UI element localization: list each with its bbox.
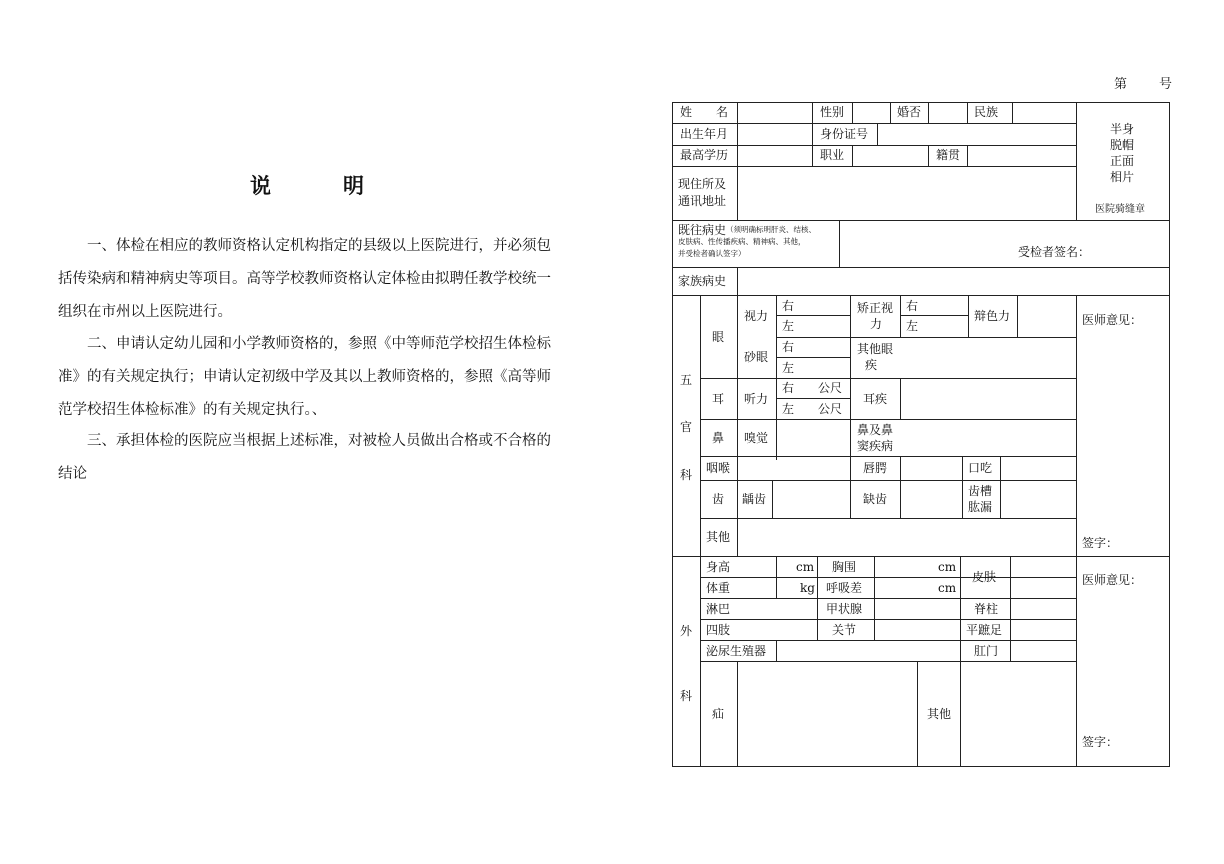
label-spine: 脊柱 [974, 602, 999, 616]
trachoma-left: 左 [782, 361, 795, 375]
label-eye: 眼 [712, 330, 725, 344]
vision-left: 左 [782, 319, 795, 333]
title-char-1: 说 [250, 173, 271, 198]
label-corrected-2: 力 [870, 317, 883, 331]
label-trachoma: 砂眼 [744, 350, 769, 364]
label-ethnicity: 民族 [974, 105, 999, 119]
history-note-3: 并受检者确认签字） [678, 249, 746, 258]
label-address-2: 通讯地址 [678, 194, 727, 208]
photo-text-2: 脱帽 [1110, 138, 1135, 152]
hearing-left-meter: 公尺 [818, 402, 843, 416]
label-other-eye-1: 其他眼 [857, 342, 894, 356]
instruction-paragraph-1: 一、体检在相应的教师资格认定机构指定的县级以上医院进行，并必须包括传染病和精神病史等项目。高等学校教师资格认定体检由拟聘任教学校统一组织在市州以上医院进行。 [58, 238, 551, 320]
label-education: 最高学历 [680, 148, 729, 162]
label-stutter: 口吃 [968, 461, 993, 475]
weight-unit: kg [800, 581, 815, 595]
vision-right: 右 [782, 299, 795, 313]
doctor-opinion-wuguan: 医师意见： [1082, 313, 1143, 327]
corrected-left: 左 [906, 319, 919, 333]
instruction-paragraph-2: 二、申请认定幼儿园和小学教师资格的，参照《中等师范学校招生体检标准》的有关规定执行；申请认定初级中学及其以上教师资格的，参照《高等师范学校招生体检标准》的有关规定执行。、 [58, 336, 551, 418]
label-weight: 体重 [706, 581, 731, 595]
wuguan-char-3: 科 [679, 468, 692, 482]
examinee-signature-label: 受检者签名： [1018, 245, 1091, 259]
title-char-2: 明 [343, 173, 364, 198]
label-caries: 龋齿 [742, 492, 767, 506]
label-joints: 关节 [832, 623, 857, 637]
label-thyroid: 甲状腺 [826, 602, 863, 616]
signature-waike: 签字： [1082, 735, 1119, 749]
photo-text-1: 半身 [1110, 122, 1135, 136]
wuguan-char-1: 五 [679, 373, 692, 387]
height-unit: cm [796, 560, 815, 574]
label-birth: 出生年月 [680, 127, 729, 141]
label-missing-teeth: 缺齿 [863, 492, 888, 506]
label-alveolar-1: 齿槽 [968, 484, 993, 498]
label-ear-disease: 耳疾 [863, 392, 888, 406]
breath-unit: cm [938, 581, 957, 595]
history-note-1: （须明确标明肝炎、结核、 [726, 225, 816, 234]
label-skin: 皮肤 [972, 570, 997, 584]
label-other-eye-2: 疾 [865, 358, 878, 372]
label-history: 既往病史 [678, 223, 727, 237]
label-chest: 胸围 [832, 560, 857, 574]
label-flatfoot: 平蹠足 [966, 623, 1003, 637]
label-native: 籍贯 [936, 148, 961, 162]
label-marital: 婚否 [897, 105, 922, 119]
label-gender: 性别 [820, 105, 845, 119]
label-urogenital: 泌尿生殖器 [706, 644, 767, 658]
photo-text-4: 相片 [1110, 170, 1135, 184]
history-note-2: 皮肤病、性传播疾病、精神病、其他， [678, 237, 806, 246]
label-smell: 嗅觉 [744, 431, 769, 445]
form-number-prefix: 第 [1114, 77, 1128, 92]
label-hernia: 疝 [712, 707, 725, 721]
trachoma-right: 右 [782, 340, 795, 354]
label-height: 身高 [706, 560, 731, 574]
corrected-right: 右 [906, 299, 919, 313]
label-vision: 视力 [744, 309, 769, 323]
label-sinus-2: 窦疾病 [857, 439, 894, 453]
instructions-title [250, 170, 364, 200]
label-sinus-1: 鼻及鼻 [857, 423, 894, 437]
label-nose: 鼻 [712, 431, 725, 445]
label-breath-diff: 呼吸差 [826, 581, 863, 595]
waike-char-2: 科 [679, 689, 692, 703]
chest-unit: cm [938, 560, 957, 574]
hearing-right: 右 [782, 381, 795, 395]
label-limbs: 四肢 [706, 623, 731, 637]
photo-seal: 医院骑缝章 [1095, 204, 1145, 215]
form-number-suffix: 号 [1159, 77, 1173, 92]
wuguan-char-2: 官 [679, 420, 692, 434]
label-occupation: 职业 [820, 148, 845, 162]
signature-wuguan: 签字： [1082, 536, 1119, 550]
label-color-vision: 辩色力 [974, 309, 1011, 323]
label-lymph: 淋巴 [706, 602, 731, 616]
waike-char-1: 外 [679, 624, 692, 638]
label-teeth: 齿 [712, 492, 725, 506]
hearing-left: 左 [782, 402, 795, 416]
label-name: 姓 名 [680, 105, 729, 119]
label-alveolar-2: 肱漏 [968, 500, 993, 514]
label-other-wuguan: 其他 [706, 530, 731, 544]
doctor-opinion-waike: 医师意见： [1082, 573, 1143, 587]
label-other-waike: 其他 [927, 707, 952, 721]
label-address-1: 现住所及 [678, 177, 727, 191]
label-ear: 耳 [712, 392, 725, 406]
instruction-paragraph-3: 三、承担体检的医院应当根据上述标准，对被检人员做出合格或不合格的结论 [58, 433, 551, 482]
medical-exam-form [672, 102, 1170, 767]
hearing-right-meter: 公尺 [818, 381, 843, 395]
label-throat: 咽喉 [706, 461, 731, 475]
photo-text-3: 正面 [1110, 154, 1135, 168]
label-lip: 唇腭 [863, 461, 888, 475]
label-family-history: 家族病史 [678, 274, 727, 288]
label-anus: 肛门 [974, 644, 999, 658]
label-id: 身份证号 [820, 127, 869, 141]
label-hearing: 听力 [744, 392, 769, 406]
label-corrected-1: 矫正视 [857, 301, 894, 315]
